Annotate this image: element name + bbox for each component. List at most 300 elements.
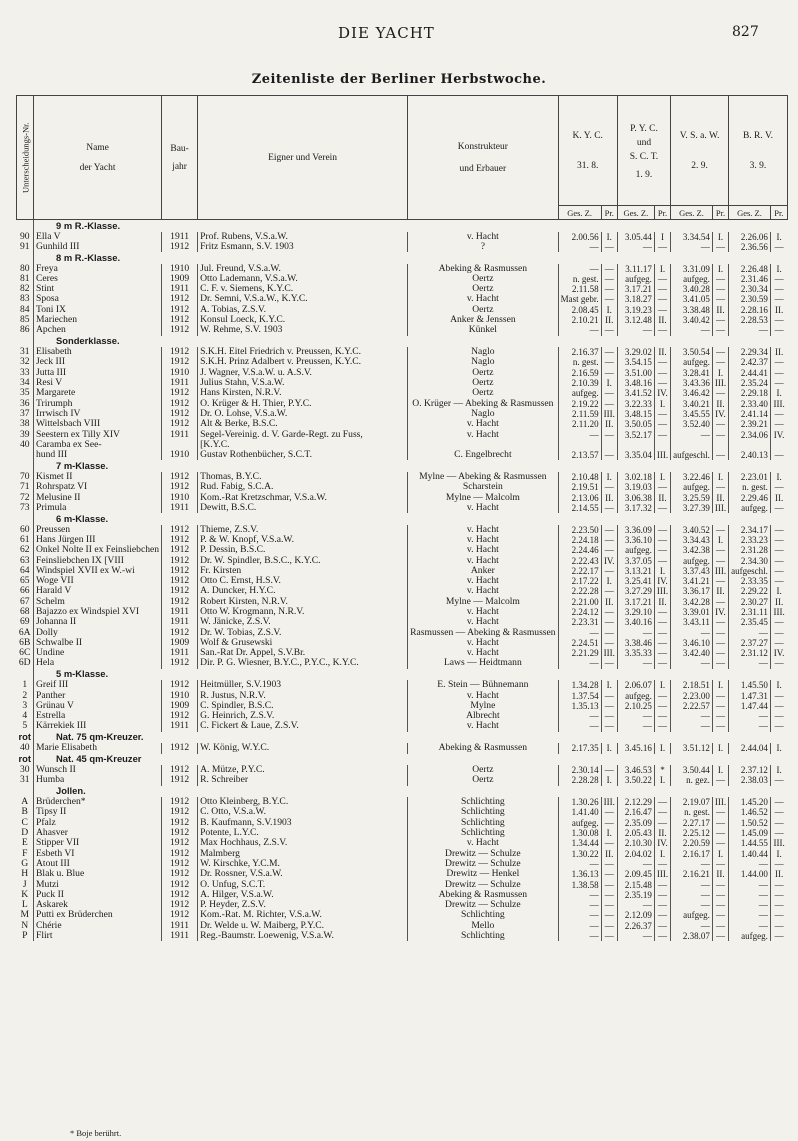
- cell-vsaw-time: 2.19.07: [671, 797, 713, 807]
- cell-vsaw-pr: III.: [712, 566, 728, 576]
- cell-vsaw-pr: III.: [712, 378, 728, 388]
- cell-name: Marie Elisabeth: [34, 743, 162, 753]
- cell-name: Onkel Nolte II ex Feinsliebchen: [34, 545, 162, 555]
- kyc-label: K. Y. C.: [572, 130, 603, 141]
- cell-name: Chérie: [34, 921, 162, 931]
- cell-eigner: Prof. Rubens, V.S.a.W.: [198, 232, 408, 242]
- section-marker: [17, 336, 34, 348]
- cell-bau: 1912: [162, 880, 198, 890]
- cell-vsaw-pr: —: [712, 628, 728, 638]
- cell-brv-time: 2.30.27: [729, 597, 771, 607]
- cell-eigner: Hans Kirsten, N.R.V.: [198, 388, 408, 398]
- cell-bau: 1912: [162, 556, 198, 566]
- table-row: [17, 849, 788, 859]
- table-row: [17, 880, 788, 890]
- cell-kyc-pr: I.: [601, 305, 617, 315]
- cell-brv-pr: —: [770, 617, 787, 627]
- cell-pyc-pr: II.: [654, 493, 670, 503]
- cell-vsaw-pr: I.: [712, 765, 728, 775]
- cell-vsaw-time: 3.37.43: [671, 566, 713, 576]
- class-section-row: [17, 220, 788, 232]
- cell-nr: 66: [19, 586, 30, 597]
- cell-eigner: Segel-Vereinig. d. V. Garde-Regt. zu Fuss,: [198, 430, 408, 440]
- cell-kyc-time: 2.11.58: [558, 284, 601, 294]
- cell-pyc-time: 3.48.15: [617, 409, 654, 419]
- cell-eigner: Robert Kirsten, N.R.V.: [198, 597, 408, 607]
- cell-nr: 61: [19, 534, 30, 545]
- cell-bau: 1912: [162, 482, 198, 492]
- table-row: [17, 556, 788, 566]
- cell-brv-time: 2.30.34: [729, 284, 771, 294]
- cell-konstrukteur: Scharstein: [408, 482, 559, 492]
- cell-nr: 80: [19, 263, 30, 274]
- section-marker: rot: [18, 753, 31, 765]
- cell-brv-time: 1.45.09: [729, 828, 771, 838]
- cell-kyc-pr: III.: [601, 648, 617, 658]
- cell-brv-pr: —: [770, 325, 787, 335]
- table-row: [17, 658, 788, 668]
- cell-bau: 1912: [162, 576, 198, 586]
- cell-kyc-time: 2.17.35: [558, 743, 601, 753]
- cell-name: Ella V: [34, 232, 162, 242]
- cell-konstrukteur: Oertz: [408, 274, 559, 284]
- cell-pyc-time: 3.50.22: [617, 775, 654, 785]
- table-row: [17, 525, 788, 535]
- cell-vsaw-pr: —: [712, 315, 728, 325]
- cell-vsaw-time: —: [671, 721, 713, 731]
- cell-brv-pr: —: [770, 711, 787, 721]
- cell-pyc-pr: —: [654, 378, 670, 388]
- cell-vsaw-time: aufgeschl.: [671, 450, 713, 460]
- cell-name: Mutzi: [34, 880, 162, 890]
- cell-name: Pfalz: [34, 818, 162, 828]
- cell-pyc-time: —: [617, 721, 654, 731]
- cell-kyc-pr: —: [601, 525, 617, 535]
- cell-pyc-time: 3.52.17: [617, 430, 654, 440]
- cell-vsaw-time: —: [671, 430, 713, 440]
- cell-vsaw-time: 2.18.51: [671, 680, 713, 690]
- cell-nr: 6B: [19, 637, 31, 648]
- cell-brv-time: —: [729, 910, 771, 920]
- cell-brv-time: 2.28.53: [729, 315, 771, 325]
- cell-pyc-pr: I.: [654, 566, 670, 576]
- cell-vsaw-time: 3.42.38: [671, 545, 713, 555]
- cell-vsaw-pr: —: [712, 274, 728, 284]
- cell-brv-pr: —: [770, 797, 787, 807]
- col-header-eigner: Eigner und Verein: [198, 96, 408, 220]
- cell-pyc-pr: —: [654, 931, 670, 941]
- cell-bau: 1912: [162, 890, 198, 900]
- cell-brv-pr: —: [770, 482, 787, 492]
- cell-eigner: Otto W. Krogmann, N.R.V.: [198, 607, 408, 617]
- cell-konstrukteur: v. Hacht: [408, 556, 559, 566]
- vsaw-label: V. S. a. W.: [679, 130, 720, 141]
- cell-kyc-pr: —: [601, 264, 617, 274]
- cell-bau: 1912: [162, 910, 198, 920]
- cell-eigner: Otto Lademann, V.S.a.W.: [198, 274, 408, 284]
- table-row: [17, 325, 788, 335]
- section-marker: [17, 460, 34, 472]
- cell-brv-time: 2.29.46: [729, 493, 771, 503]
- cell-bau: 1912: [162, 680, 198, 690]
- cell-kyc-time: 2.11.59: [558, 409, 601, 419]
- cell-kyc-time: n. gest.: [558, 274, 601, 284]
- cell-vsaw-time: 3.28.41: [671, 368, 713, 378]
- cell-vsaw-pr: —: [712, 838, 728, 848]
- cell-nr: 35: [19, 388, 30, 399]
- cell-kyc-time: 2.24.12: [558, 607, 601, 617]
- cell-bau: 1909: [162, 701, 198, 711]
- cell-pyc-time: 3.36.09: [617, 525, 654, 535]
- cell-name: Johanna II: [34, 617, 162, 627]
- cell-pyc-time: 2.06.07: [617, 680, 654, 690]
- cell-bau: 1912: [162, 711, 198, 721]
- cell-konstrukteur: Drewitz — Henkel: [408, 869, 559, 879]
- table-row: [17, 890, 788, 900]
- cell-kyc-pr: —: [601, 586, 617, 596]
- cell-kyc-pr: —: [601, 658, 617, 668]
- cell-eigner: Potente, L.Y.C.: [198, 828, 408, 838]
- cell-eigner: Jul. Freund, V.S.a.W.: [198, 264, 408, 274]
- cell-brv-time: aufgeschl.: [729, 566, 771, 576]
- cell-kyc-time: 2.17.22: [558, 576, 601, 586]
- cell-brv-pr: —: [770, 890, 787, 900]
- cell-konstrukteur: v. Hacht: [408, 607, 559, 617]
- cell-nr: 37: [19, 408, 30, 419]
- cell-eigner: P. & W. Knopf, V.S.a.W.: [198, 535, 408, 545]
- cell-vsaw-pr: —: [712, 482, 728, 492]
- table-row: [17, 305, 788, 315]
- table-row: [17, 388, 788, 398]
- cell-brv-time: 2.31.28: [729, 545, 771, 555]
- cell-bau: 1911: [162, 430, 198, 440]
- cell-eigner: P. Dessin, B.S.C.: [198, 545, 408, 555]
- cell-vsaw-pr: —: [712, 931, 728, 941]
- cell-name: Grünau V: [34, 701, 162, 711]
- class-section-title: 8 m R.-Klasse.: [34, 252, 788, 264]
- cell-brv-pr: —: [770, 576, 787, 586]
- cell-vsaw-pr: —: [712, 325, 728, 335]
- cell-brv-time: 2.26.48: [729, 264, 771, 274]
- cell-kyc-time: 2.19.22: [558, 399, 601, 409]
- cell-kyc-time: —: [558, 900, 601, 910]
- cell-bau: 1912: [162, 658, 198, 668]
- cell-pyc-time: aufgeg.: [617, 691, 654, 701]
- cell-bau: 1912: [162, 743, 198, 753]
- cell-brv-pr: —: [770, 419, 787, 429]
- gesz-header: Ges. Z.: [671, 206, 713, 220]
- cell-name: Toni IX: [34, 305, 162, 315]
- cell-pyc-time: 3.25.41: [617, 576, 654, 586]
- gesz-header: Ges. Z.: [729, 206, 771, 220]
- cell-brv-time: —: [729, 921, 771, 931]
- cell-kyc-time: 2.24.51: [558, 638, 601, 648]
- cell-bau: 1911: [162, 921, 198, 931]
- cell-vsaw-time: aufgeg.: [671, 274, 713, 284]
- cell-name: Caramba ex See-: [34, 440, 162, 450]
- cell-konstrukteur: Oertz: [408, 284, 559, 294]
- cell-kyc-time: 1.34.28: [558, 680, 601, 690]
- cell-kyc-time: 2.30.14: [558, 765, 601, 775]
- cell-kyc-pr: —: [601, 838, 617, 848]
- cell-kyc-pr: —: [601, 617, 617, 627]
- cell-kyc-time: 1.30.22: [558, 849, 601, 859]
- cell-pyc-pr: I.: [654, 399, 670, 409]
- cell-vsaw-pr: II.: [712, 399, 728, 409]
- cell-name: Esbeth VI: [34, 849, 162, 859]
- cell-brv-time: 1.50.52: [729, 818, 771, 828]
- table-row: [17, 576, 788, 586]
- table-row: [17, 807, 788, 817]
- cell-name: Stipper VII: [34, 838, 162, 848]
- cell-pyc-pr: —: [654, 818, 670, 828]
- cell-vsaw-pr: —: [712, 347, 728, 357]
- cell-kyc-pr: —: [601, 931, 617, 941]
- cell-vsaw-time: 2.25.12: [671, 828, 713, 838]
- cell-bau: 1910: [162, 264, 198, 274]
- brv-date: 3. 9.: [749, 160, 767, 171]
- table-row: [17, 607, 788, 617]
- cell-kyc-time: 1.38.58: [558, 880, 601, 890]
- cell-brv-time: 2.26.06: [729, 232, 771, 242]
- cell-kyc-pr: —: [601, 859, 617, 869]
- cell-kyc-pr: —: [601, 691, 617, 701]
- cell-eigner: Fr. Kirsten: [198, 566, 408, 576]
- cell-kyc-pr: —: [601, 535, 617, 545]
- table-row: [17, 368, 788, 378]
- cell-name: Preussen: [34, 525, 162, 535]
- cell-bau: [162, 440, 198, 450]
- cell-kyc-pr: —: [601, 566, 617, 576]
- cell-kyc-pr: —: [601, 807, 617, 817]
- cell-pyc-pr: —: [654, 638, 670, 648]
- cell-brv-time: 1.44.55: [729, 838, 771, 848]
- cell-vsaw-time: 2.22.57: [671, 701, 713, 711]
- cell-pyc-time: 2.15.48: [617, 880, 654, 890]
- cell-pyc-time: aufgeg.: [617, 545, 654, 555]
- cell-nr: 40: [19, 743, 30, 754]
- cell-pyc-time: 3.17.21: [617, 597, 654, 607]
- cell-bau: 1912: [162, 315, 198, 325]
- cell-vsaw-pr: IV.: [712, 409, 728, 419]
- cell-konstrukteur: v. Hacht: [408, 419, 559, 429]
- cell-pyc-time: [617, 440, 654, 450]
- cell-kyc-time: —: [558, 859, 601, 869]
- table-row: [17, 859, 788, 869]
- cell-brv-pr: —: [770, 691, 787, 701]
- cell-vsaw-time: 3.40.28: [671, 284, 713, 294]
- cell-konstrukteur: v. Hacht: [408, 430, 559, 440]
- cell-brv-time: 1.44.00: [729, 869, 771, 879]
- cell-vsaw-time: n. gest.: [671, 807, 713, 817]
- class-section-title: 6 m-Klasse.: [34, 513, 788, 525]
- cell-brv-time: 2.33.40: [729, 399, 771, 409]
- cell-pyc-pr: —: [654, 711, 670, 721]
- cell-brv-pr: II.: [770, 597, 787, 607]
- table-row: [17, 503, 788, 513]
- cell-brv-pr: —: [770, 775, 787, 785]
- cell-pyc-pr: I.: [654, 775, 670, 785]
- cell-kyc-pr: II.: [601, 493, 617, 503]
- cell-eigner: Otto Kleinberg, B.Y.C.: [198, 797, 408, 807]
- cell-kyc-time: 1.37.54: [558, 691, 601, 701]
- cell-eigner: Fritz Esmann, S.V. 1903: [198, 242, 408, 252]
- cell-nr: K: [21, 889, 29, 900]
- cell-eigner: Max Hochhaus, Z.S.V.: [198, 838, 408, 848]
- cell-konstrukteur: E. Stein — Bühnemann: [408, 680, 559, 690]
- cell-vsaw-time: 3.42.28: [671, 597, 713, 607]
- cell-brv-time: 2.37.12: [729, 765, 771, 775]
- cell-vsaw-pr: I.: [712, 535, 728, 545]
- cell-nr: 73: [19, 502, 30, 513]
- pr-header: Pr.: [654, 206, 670, 220]
- table-row: [17, 586, 788, 596]
- cell-brv-pr: —: [770, 566, 787, 576]
- cell-pyc-time: 2.12.09: [617, 910, 654, 920]
- table-row: [17, 828, 788, 838]
- cell-pyc-pr: —: [654, 890, 670, 900]
- cell-kyc-pr: —: [601, 900, 617, 910]
- cell-vsaw-time: 3.40.52: [671, 525, 713, 535]
- cell-pyc-time: 3.05.44: [617, 232, 654, 242]
- class-section-row: [17, 336, 788, 348]
- cell-pyc-pr: —: [654, 921, 670, 931]
- cell-brv-time: 2.40.13: [729, 450, 771, 460]
- table-row: [17, 721, 788, 731]
- cell-nr: 2: [22, 690, 28, 701]
- cell-kyc-time: 1.30.26: [558, 797, 601, 807]
- cell-brv-time: —: [729, 325, 771, 335]
- cell-bau: 1912: [162, 525, 198, 535]
- cell-name: Brüderchen*: [34, 797, 162, 807]
- cell-eigner: W. König, W.Y.C.: [198, 743, 408, 753]
- cell-konstrukteur: Abeking & Rasmussen: [408, 743, 559, 753]
- cell-brv-pr: I.: [770, 388, 787, 398]
- cell-vsaw-time: 3.40.42: [671, 315, 713, 325]
- cell-name: Stint: [34, 284, 162, 294]
- cell-kyc-pr: —: [601, 721, 617, 731]
- cell-brv-pr: —: [770, 818, 787, 828]
- cell-brv-pr: —: [770, 721, 787, 731]
- cell-konstrukteur: Schlichting: [408, 931, 559, 941]
- table-row: [17, 775, 788, 785]
- cell-konstrukteur: v. Hacht: [408, 576, 559, 586]
- cell-kyc-pr: I.: [601, 828, 617, 838]
- cell-pyc-time: —: [617, 325, 654, 335]
- cell-vsaw-pr: II.: [712, 305, 728, 315]
- cell-vsaw-pr: —: [712, 430, 728, 440]
- cell-vsaw-time: n. gez.: [671, 775, 713, 785]
- cell-kyc-time: 2.13.06: [558, 493, 601, 503]
- cell-brv-time: 2.39.21: [729, 419, 771, 429]
- cell-eigner: B. Kaufmann, S.V.1903: [198, 818, 408, 828]
- cell-nr: 5: [22, 721, 28, 732]
- cell-vsaw-time: aufgeg.: [671, 556, 713, 566]
- cell-pyc-time: 3.50.05: [617, 419, 654, 429]
- cell-pyc-pr: —: [654, 274, 670, 284]
- cell-kyc-pr: —: [601, 274, 617, 284]
- cell-konstrukteur: Naglo: [408, 357, 559, 367]
- cell-pyc-pr: II.: [654, 315, 670, 325]
- cell-kyc-time: 2.14.55: [558, 503, 601, 513]
- pyc-date: 1. 9.: [635, 169, 653, 180]
- cell-pyc-pr: II.: [654, 347, 670, 357]
- cell-pyc-pr: II.: [654, 828, 670, 838]
- gesz-header: Ges. Z.: [558, 206, 601, 220]
- class-section-title: 5 m-Klasse.: [34, 669, 788, 681]
- cell-name: Ahasver: [34, 828, 162, 838]
- col-header-nr: Unterscheidungs-Nr.: [17, 96, 34, 220]
- cell-kyc-time: 2.16.59: [558, 368, 601, 378]
- cell-name: Rohrspatz VI: [34, 482, 162, 492]
- cell-brv-time: 1.47.31: [729, 691, 771, 701]
- cell-konstrukteur: Naglo: [408, 409, 559, 419]
- cell-vsaw-time: 2.16.17: [671, 849, 713, 859]
- class-section-row: [17, 754, 788, 766]
- cell-pyc-pr: —: [654, 859, 670, 869]
- cell-nr: 67: [19, 596, 30, 607]
- cell-bau: 1912: [162, 775, 198, 785]
- cell-konstrukteur: v. Hacht: [408, 691, 559, 701]
- section-marker: [17, 252, 34, 264]
- cell-name: Bajazzo ex Windspiel XVI: [34, 607, 162, 617]
- cell-brv-pr: IV.: [770, 648, 787, 658]
- brv-label: B. R. V.: [742, 130, 773, 141]
- cell-kyc-time: —: [558, 910, 601, 920]
- cell-pyc-time: 3.02.18: [617, 472, 654, 482]
- cell-name: Wunsch II: [34, 765, 162, 775]
- table-title: Zeitenliste der Berliner Herbstwoche.: [251, 72, 547, 87]
- cell-pyc-time: 3.29.02: [617, 347, 654, 357]
- cell-brv-pr: II.: [770, 347, 787, 357]
- cell-vsaw-pr: —: [712, 284, 728, 294]
- col-header-name: Name der Yacht: [34, 96, 162, 220]
- cell-pyc-time: aufgeg.: [617, 274, 654, 284]
- cell-vsaw-time: aufgeg.: [671, 357, 713, 367]
- table-row: [17, 743, 788, 753]
- cell-nr: M: [20, 910, 30, 921]
- cell-pyc-time: 3.48.16: [617, 378, 654, 388]
- cell-kyc-time: 2.23.31: [558, 617, 601, 627]
- cell-name: Freya: [34, 264, 162, 274]
- cell-konstrukteur: ?: [408, 242, 559, 252]
- cell-bau: 1911: [162, 617, 198, 627]
- cell-bau: 1910: [162, 368, 198, 378]
- cell-bau: 1912: [162, 399, 198, 409]
- cell-konstrukteur: Oertz: [408, 775, 559, 785]
- cell-kyc-time: —: [558, 430, 601, 440]
- cell-eigner: A. Hilger, V.S.a.W.: [198, 890, 408, 900]
- cell-pyc-time: 3.46.53: [617, 765, 654, 775]
- cell-vsaw-pr: —: [712, 711, 728, 721]
- cell-brv-pr: I.: [770, 743, 787, 753]
- cell-konstrukteur: v. Hacht: [408, 638, 559, 648]
- cell-nr: 71: [19, 482, 30, 493]
- cell-nr: 6A: [18, 627, 31, 638]
- cell-pyc-pr: —: [654, 482, 670, 492]
- cell-name: Ceres: [34, 274, 162, 284]
- cell-konstrukteur: Naglo: [408, 347, 559, 357]
- cell-nr: E: [21, 838, 28, 849]
- cell-kyc-time: —: [558, 658, 601, 668]
- table-row: [17, 680, 788, 690]
- cell-vsaw-pr: —: [712, 691, 728, 701]
- cell-bau: 1912: [162, 357, 198, 367]
- cell-vsaw-pr: —: [712, 576, 728, 586]
- cell-kyc-pr: I.: [601, 680, 617, 690]
- cell-pyc-pr: —: [654, 409, 670, 419]
- cell-vsaw-pr: —: [712, 556, 728, 566]
